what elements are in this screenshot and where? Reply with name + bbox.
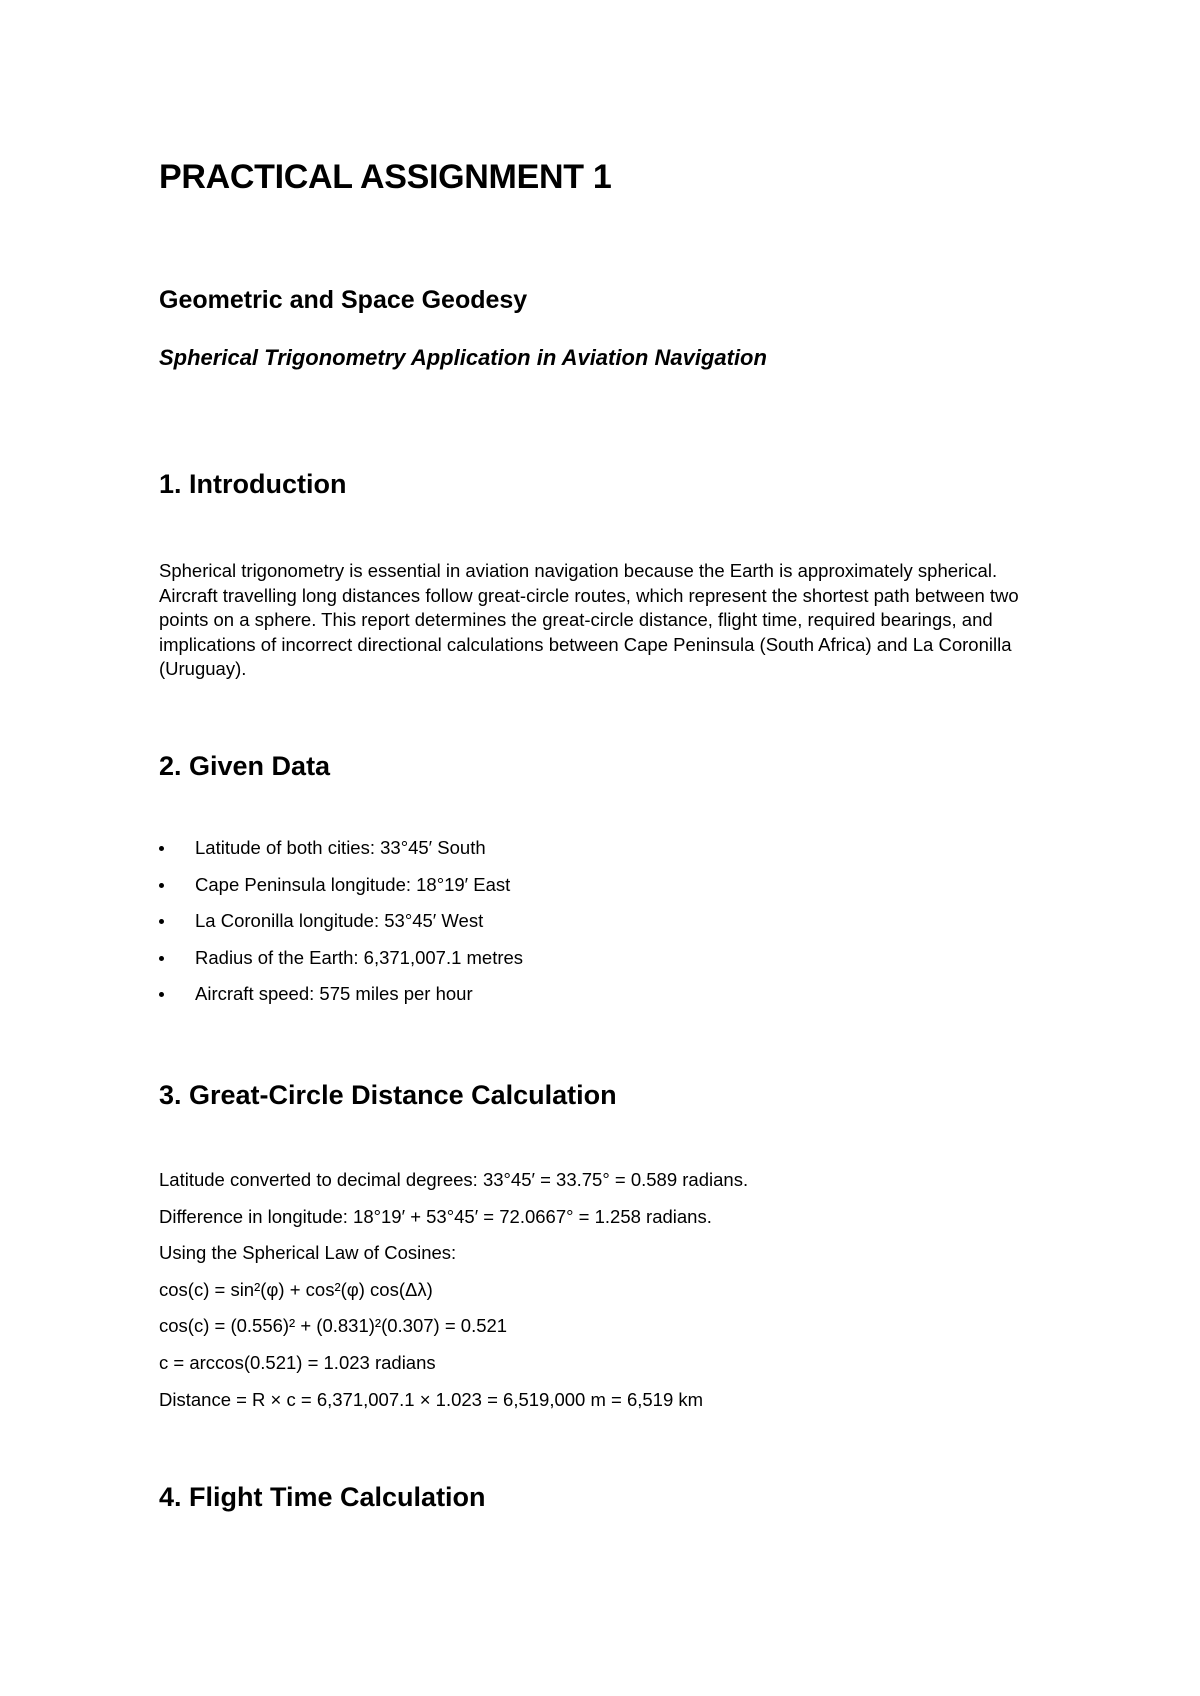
bullet-icon [159,992,164,997]
list-item [159,946,859,983]
given-data-list [159,836,859,1019]
list-item [159,982,859,1019]
bullet-icon [159,883,164,888]
bullet-icon [159,846,164,851]
introduction-line: path between two points on a sphere. This report determines the great-circle distance, flight time, [159,584,1019,630]
result-line: Distance = R × c = 6,371,007.1 × 1.023 = 6,519,000 m = 6,519 km [159,1388,704,1410]
document-subheading: Spherical Trigonometry Application in Aviation Navigation [159,345,767,370]
section-heading-given-data: 2. Given Data [159,751,331,781]
list-item-text: Cape Peninsula longitude: 18°19′ East [195,873,511,895]
calculation-line: Latitude converted to decimal degrees: 33°45′ = 33.75° = 0.589 radians. [159,1169,749,1190]
section-heading-distance: 3. Great-Circle Distance Calculation [159,1080,617,1110]
list-item [159,873,859,910]
formula-line: c = arccos(0.521) = 1.023 radians [159,1351,436,1373]
distance-calculation [159,1168,1039,1424]
introduction-line: required bearings, and implications of incorrect directional calculations between Cape Peninsula [159,609,993,655]
bullet-icon [159,956,164,961]
calculation-line: Difference in longitude: 18°19′ + 53°45′ = 72.0667° = 1.258 radians. [159,1205,712,1227]
section-heading-flight-time: 4. Flight Time Calculation [159,1482,486,1512]
list-item-text: Latitude of both cities: 33°45′ South [195,837,486,858]
introduction-paragraph [159,559,1039,682]
formula-line: cos(c) = (0.556)² + (0.831)²(0.307) = 0.521 [159,1315,508,1337]
section-heading-introduction: 1. Introduction [159,469,347,499]
list-item-text: La Coronilla longitude: 53°45′ West [195,910,484,931]
bullet-icon [159,919,164,924]
formula-line: cos(c) = sin²(φ) + cos²(φ) cos(Δλ) [159,1278,433,1300]
list-item [159,836,859,873]
list-item [159,909,859,946]
introduction-line: (South Africa) and La Coronilla (Uruguay). [159,633,1012,679]
list-item-text: Aircraft speed: 575 miles per hour [195,983,473,1004]
document-subtitle: Geometric and Space Geodesy [159,286,528,314]
calculation-line: Using the Spherical Law of Cosines: [159,1242,457,1264]
document-title: PRACTICAL ASSIGNMENT 1 [159,158,612,196]
list-item-text: Radius of the Earth: 6,371,007.1 metres [195,946,524,968]
introduction-line: Spherical trigonometry is essential in aviation navigation because the Earth is approximately [159,560,913,581]
introduction-line: spherical. Aircraft travelling long distances follow great-circle routes, which represent the shortest [159,560,998,606]
